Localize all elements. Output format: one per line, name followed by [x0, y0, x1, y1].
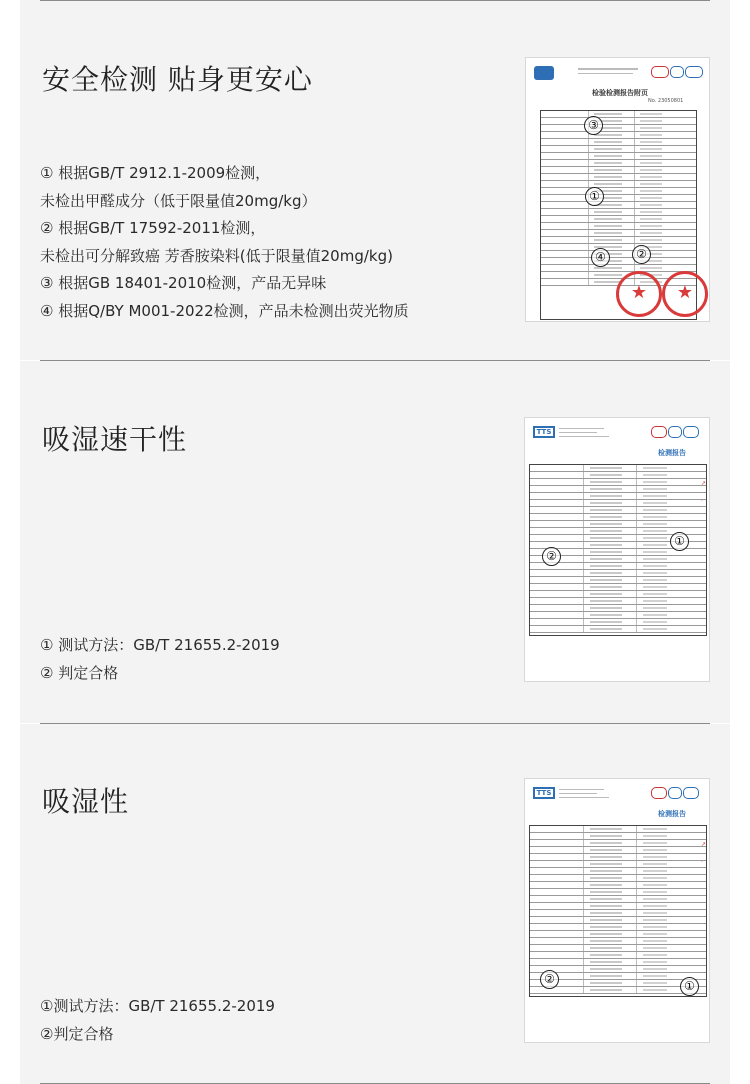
marker-1: ①	[585, 187, 604, 206]
report-table	[529, 825, 707, 997]
cert-mark	[668, 426, 682, 438]
section-notes-quick-dry	[40, 632, 280, 687]
cert-mark	[651, 66, 669, 78]
note-line: ③ 根据GB 18401-2010检测，产品无异味	[40, 274, 327, 292]
note-line: ② 判定合格	[40, 663, 119, 682]
report-title: 检测报告	[658, 810, 686, 818]
red-annotation-mark: ↗	[701, 480, 707, 487]
marker-2: ②	[632, 245, 651, 264]
marker-1: ①	[670, 532, 689, 551]
header-text-line	[559, 428, 604, 429]
top-divider	[40, 0, 710, 1]
cert-mark	[683, 787, 699, 799]
report-number: No. 23050801	[648, 98, 684, 104]
tts-logo: TTS	[533, 787, 555, 799]
note-line: ①测试方法：GB/T 21655.2-2019	[40, 997, 275, 1015]
cert-mark	[651, 426, 667, 438]
section-title-quick-dry: 吸湿速干性	[42, 423, 188, 456]
header-text-line	[578, 68, 638, 70]
header-text-line	[559, 432, 597, 433]
cert-mark	[668, 787, 682, 799]
section-notes-safety	[40, 160, 409, 325]
section-divider	[40, 723, 710, 724]
test-report-image-safety	[525, 57, 710, 322]
header-text-line	[559, 789, 604, 790]
marker-1: ①	[680, 977, 699, 996]
red-annotation-mark: ·	[701, 859, 703, 866]
header-text-line	[559, 436, 609, 437]
header-text-line	[578, 73, 633, 74]
red-seal-stamp: ★	[616, 271, 662, 317]
section-divider	[40, 360, 710, 361]
section-title-safety: 安全检测 贴身更安心	[42, 63, 313, 96]
note-line: ① 测试方法：GB/T 21655.2-2019	[40, 636, 280, 654]
section-notes-moisture	[40, 993, 275, 1048]
section-title-moisture: 吸湿性	[42, 785, 130, 818]
cert-mark	[651, 787, 667, 799]
report-title: 检验检测报告附页	[592, 89, 648, 97]
report-header	[534, 64, 701, 86]
note-line: ② 根据GB/T 17592-2011检测，	[40, 219, 266, 237]
header-text-line	[559, 793, 597, 794]
cert-mark	[670, 66, 684, 78]
note-line: ① 根据GB/T 2912.1-2009检测，	[40, 164, 271, 182]
note-line: 未检出可分解致癌 芳香胺染料(低于限量值20mg/kg)	[40, 246, 393, 265]
header-text-line	[559, 797, 609, 798]
cert-mark	[683, 426, 699, 438]
report-header	[533, 424, 701, 446]
red-annotation-mark: ↗	[701, 841, 707, 848]
test-report-image-quick-dry	[524, 417, 710, 682]
cert-mark	[685, 66, 703, 78]
note-line: 未检出甲醛成分（低于限量值20mg/kg）	[40, 191, 317, 210]
red-annotation-mark: ·	[701, 498, 703, 505]
report-title: 检测报告	[658, 449, 686, 457]
marker-4: ④	[591, 248, 610, 267]
test-report-image-moisture	[524, 778, 710, 1043]
note-line: ④ 根据Q/BY M001-2022检测，产品未检测出荧光物质	[40, 301, 409, 320]
marker-2: ②	[542, 547, 561, 566]
marker-3: ③	[584, 116, 603, 135]
note-line: ②判定合格	[40, 1024, 114, 1043]
red-seal-stamp: ★	[662, 271, 708, 317]
tts-logo: TTS	[533, 426, 555, 438]
report-header	[533, 785, 701, 807]
gttc-logo	[534, 66, 554, 80]
marker-2: ②	[540, 970, 559, 989]
